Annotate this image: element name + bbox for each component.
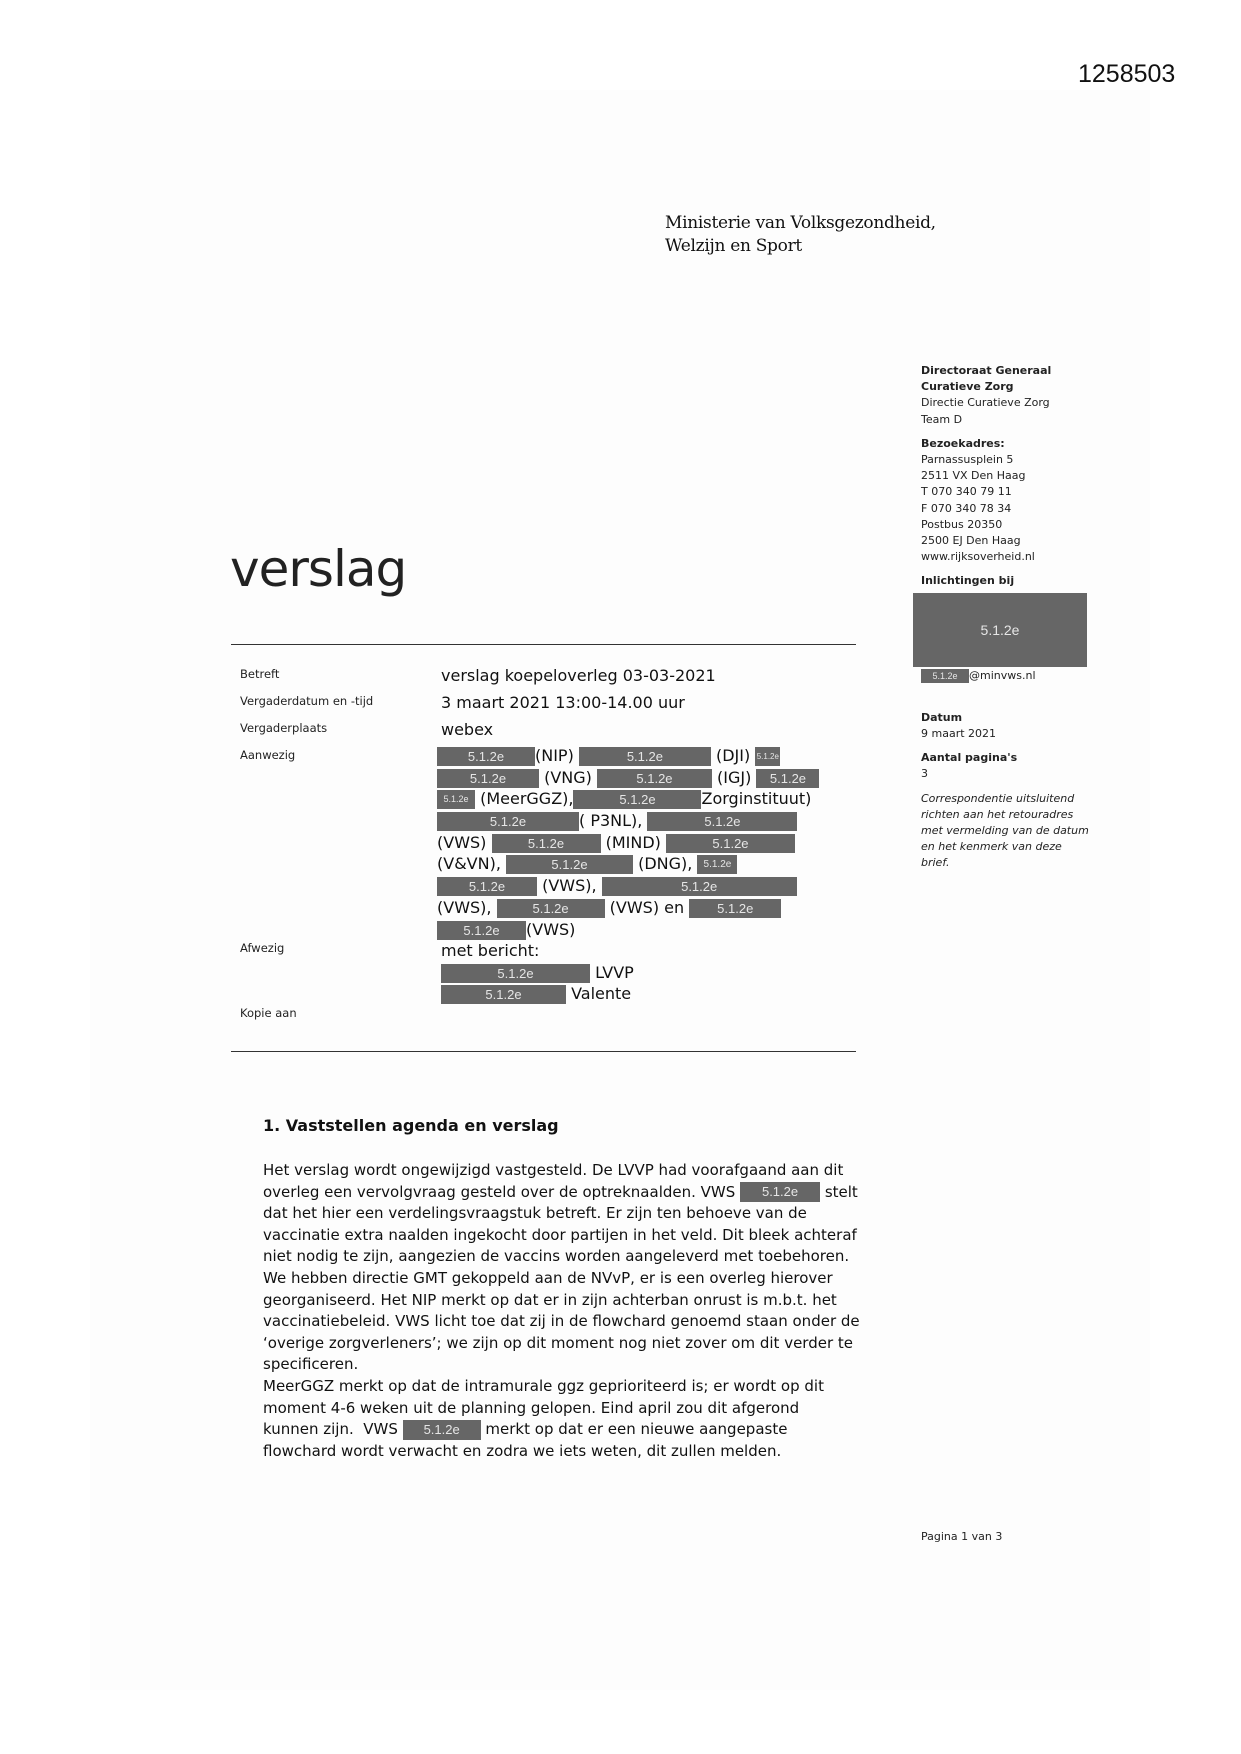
address-line: 2500 EJ Den Haag xyxy=(921,534,1021,548)
section-heading: 1. Vaststellen agenda en verslag xyxy=(263,1116,559,1135)
text-segment: kunnen zijn. VWS xyxy=(263,1420,403,1439)
attendees-list xyxy=(437,745,819,940)
address-heading: Bezoekadres: xyxy=(921,436,1005,450)
address-line: T 070 340 79 11 xyxy=(921,485,1012,499)
attendee-line xyxy=(437,767,819,789)
text-segment: specificeren. xyxy=(263,1355,359,1374)
org-name: Curatieve Zorg xyxy=(921,380,1014,394)
redaction-box: 5.1.2e xyxy=(740,1182,820,1202)
text-segment: MeerGGZ merkt op dat de intramurale ggz geprioriteerd is; er wordt op dit xyxy=(263,1376,824,1395)
label-location: Vergaderplaats xyxy=(240,721,328,735)
attendee-line xyxy=(437,788,819,810)
text-segment: (VWS) xyxy=(526,919,576,939)
location-value: webex xyxy=(441,720,494,739)
subject-value: verslag koepeloverleg 03-03-2021 xyxy=(441,666,716,685)
date-value: 9 maart 2021 xyxy=(921,727,997,741)
pages-value: 3 xyxy=(921,767,928,781)
redaction-box: 5.1.2e xyxy=(437,790,475,809)
text-segment: (MIND) xyxy=(600,832,666,852)
redaction-box: 5.1.2e xyxy=(441,964,590,983)
text-segment: overleg een vervolgvraag gesteld over de optreknaalden. VWS xyxy=(263,1182,741,1201)
redaction-box: 5.1.2e xyxy=(441,985,566,1004)
absent-label: met bericht: xyxy=(441,941,540,960)
text-segment: (VWS) en xyxy=(604,897,690,917)
website-link[interactable]: www.rijksoverheid.nl xyxy=(921,550,1035,564)
info-heading: Inlichtingen bij xyxy=(921,574,1015,588)
attendee-line xyxy=(437,897,819,919)
datetime-value: 3 maart 2021 13:00-14.00 uur xyxy=(441,693,685,712)
redaction-box: 5.1.2e xyxy=(647,812,797,831)
redaction-box: 5.1.2e xyxy=(437,747,535,766)
ministry-line: Ministerie van Volksgezondheid, xyxy=(665,213,936,233)
absent-org: Valente xyxy=(566,984,632,1004)
document-title: verslag xyxy=(230,540,407,598)
text-segment: (NIP) xyxy=(535,746,579,765)
paragraph-line xyxy=(263,1225,860,1247)
text-segment: vaccinatiebeleid. VWS licht toe dat zij in de flowchard genoemd staan onder de xyxy=(263,1312,860,1331)
label-subject: Betreft xyxy=(240,667,280,681)
label-present: Aanwezig xyxy=(240,748,296,762)
redaction-box: 5.1.2e xyxy=(602,877,797,896)
org-dept: Directie Curatieve Zorg xyxy=(921,396,1050,410)
date-heading: Datum xyxy=(921,710,963,724)
text-segment: (VWS) xyxy=(437,832,492,852)
paragraph-line xyxy=(263,1333,860,1355)
paragraph-line xyxy=(263,1311,860,1333)
redaction-box: 5.1.2e xyxy=(666,834,795,853)
page-number: Pagina 1 van 3 xyxy=(921,1530,1003,1543)
text-segment: (DJI) xyxy=(710,746,756,765)
ministry-line: Welzijn en Sport xyxy=(665,236,802,256)
text-segment: (VWS), xyxy=(537,876,602,896)
note-line: richten aan het retouradres xyxy=(921,807,1074,821)
ministry-logo-text xyxy=(665,212,936,258)
redaction-box: 5.1.2e xyxy=(497,899,605,918)
text-segment: georganiseerd. Het NIP merkt op dat er in zijn achterban onrust is m.b.t. het xyxy=(263,1290,837,1309)
redaction-box: 5.1.2e xyxy=(756,769,819,788)
text-segment: stelt xyxy=(820,1182,858,1201)
redaction-box: 5.1.2e xyxy=(437,812,579,831)
text-segment: flowchard wordt verwacht en zodra we iets weten, dit zullen melden. xyxy=(263,1441,782,1460)
org-name: Directoraat Generaal xyxy=(921,364,1052,377)
absent-org: LVVP xyxy=(590,962,634,982)
paragraph-line xyxy=(263,1290,860,1312)
attendee-line xyxy=(437,745,819,767)
absent-item xyxy=(441,962,634,984)
divider xyxy=(231,644,856,645)
address-line: Parnassusplein 5 xyxy=(921,453,1014,467)
absent-list xyxy=(441,940,634,1005)
paragraph-line xyxy=(263,1246,860,1268)
absent-item xyxy=(441,983,634,1005)
attendee-line xyxy=(437,875,819,897)
text-segment: (VNG) xyxy=(539,767,597,787)
paragraph-line xyxy=(263,1354,860,1376)
redaction-box: 5.1.2e xyxy=(579,747,711,766)
pages-heading: Aantal pagina's xyxy=(921,751,1018,765)
attendee-line xyxy=(437,810,819,832)
text-segment: (MeerGGZ), xyxy=(475,789,574,809)
redaction-box: 5.1.2e xyxy=(597,769,712,788)
redaction-box: 5.1.2e xyxy=(437,877,537,896)
redaction-box: 5.1.2e xyxy=(403,1420,481,1440)
org-team: Team D xyxy=(921,412,963,426)
document-number: 1258503 xyxy=(1078,60,1176,88)
address-line: 2511 VX Den Haag xyxy=(921,469,1026,483)
text-segment: ‘overige zorgverleners’; we zijn op dit moment nog niet zover om dit verder te xyxy=(263,1333,854,1352)
redaction-box: 5.1.2e xyxy=(755,747,780,766)
paragraph-line xyxy=(263,1441,860,1463)
note-line: met vermelding van de datum xyxy=(921,824,1089,838)
divider xyxy=(231,1051,856,1052)
text-segment: (DNG), xyxy=(633,854,698,874)
text-segment: dat het hier een verdelingsvraagstuk betreft. Er zijn ten behoeve van de xyxy=(263,1204,807,1223)
paragraph-line xyxy=(263,1160,860,1182)
text-segment: ( P3NL), xyxy=(579,811,648,831)
email-suffix: @minvws.nl xyxy=(969,668,1036,682)
note-line: Correspondentie uitsluitend xyxy=(921,791,1075,805)
text-segment: (V&VN), xyxy=(437,854,506,874)
attendee-line xyxy=(437,853,819,875)
text-segment: moment 4-6 weken uit de planning gelopen. Eind april zou dit afgerond xyxy=(263,1398,800,1417)
text-segment: vaccinatie extra naalden ingekocht door partijen in het veld. Dit bleek achteraf xyxy=(263,1225,857,1244)
attendee-line xyxy=(437,832,819,854)
redaction-box: 5.1.2e xyxy=(697,855,737,874)
text-segment: (IGJ) xyxy=(711,767,757,787)
paragraph-line xyxy=(263,1182,860,1204)
text-segment: (VWS), xyxy=(437,897,497,917)
label-datetime: Vergaderdatum en -tijd xyxy=(240,694,374,708)
text-segment: We hebben directie GMT gekoppeld aan de NVvP, er is een overleg hierover xyxy=(263,1268,833,1287)
redaction-box: 5.1.2e xyxy=(921,669,969,683)
text-segment: niet nodig te zijn, aangezien de vaccins worden aangeleverd met toebehoren. xyxy=(263,1247,850,1266)
text-segment: merkt op dat er een nieuwe aangepaste xyxy=(480,1420,788,1439)
note-line: brief. xyxy=(921,856,950,870)
paragraph-line xyxy=(263,1376,860,1398)
note-line: en het kenmerk van deze xyxy=(921,840,1062,854)
address-line: Postbus 20350 xyxy=(921,517,1003,531)
redaction-box: 5.1.2e xyxy=(437,769,539,788)
redaction-box: 5.1.2e xyxy=(492,834,601,853)
attendee-line xyxy=(437,919,819,941)
text-segment: Zorginstituut) xyxy=(701,789,812,809)
label-absent: Afwezig xyxy=(240,941,285,955)
section-body xyxy=(263,1160,860,1462)
redaction-box: 5.1.2e xyxy=(689,899,781,918)
redaction-box: 5.1.2e xyxy=(506,855,633,874)
paragraph-line xyxy=(263,1419,860,1441)
paragraph-line xyxy=(263,1203,860,1225)
text-segment: Het verslag wordt ongewijzigd vastgesteld. De LVVP had voorafgaand aan dit xyxy=(263,1161,844,1179)
sidebar xyxy=(921,363,1089,872)
redaction-box: 5.1.2e xyxy=(913,593,1087,667)
paragraph-line xyxy=(263,1398,860,1420)
redaction-box: 5.1.2e xyxy=(437,921,526,940)
redaction-box: 5.1.2e xyxy=(573,790,701,809)
paragraph-line xyxy=(263,1268,860,1290)
address-line: F 070 340 78 34 xyxy=(921,501,1012,515)
label-copy: Kopie aan xyxy=(240,1006,297,1020)
